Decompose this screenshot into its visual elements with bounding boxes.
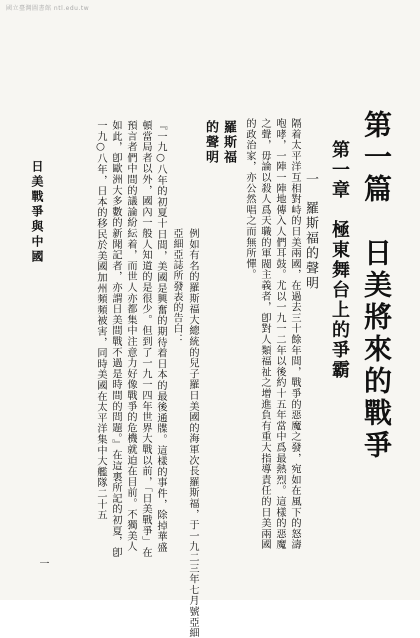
intro-paragraph: 隔着太平洋互相對峙的日美兩國，在過去三十餘年間，戰爭的惡魔之發，宛如在風下的怒濤咆哮，一陣一陣地傳入人們耳鼓。尤以一九一二年以後約十五年當中爲最熱烈。這樣的惡魔之聲，毋論以殺人爲天職的軍閥主義者，卽對人類福祉之增進負有重大指導責任的日美兩國的政治家，亦公然唱之而無所憚。 [244,118,300,550]
section-number: 一 [303,172,318,187]
part-title: 第一篇 日美將來的戰爭 [360,110,393,462]
quote-body: 『一九○八年的初夏十日間，美國是興奮的期待着日本的最後通牒。這樣的事件，除掉華盛頓當局者以外，國內一般人知道的是很少。但到了一九一四年世界大戰以前，「日美戰爭」在預言者們中間的議論紛紜着，而世人亦都集中注意力好像戰爭的危機就迫在目前。不獨美人如此，卽歐洲大多數的新聞記者，亦謂日美間戰不過是時間的問題。』在這裏所記的初夏，卽一九○八年，日本的移民於美國加州頻頻被害，同時美國在太平洋集中大艦隊二十五 [95,120,166,558]
quote-heading-title: 的聲明 [203,120,218,165]
library-watermark: 國立臺灣圖書館 ntl.edu.tw [6,5,90,12]
section-title: 羅斯福的聲明 [303,201,318,291]
section-heading [301,172,320,312]
chapter-title: 第一章 極東舞台上的爭霸 [329,140,350,380]
quote-source-note: 亞細亞誌所發表的告白： [171,228,182,345]
quote-heading-author: 羅斯福 [221,120,236,165]
running-footer-title: 日美戰爭與中國 [30,160,44,265]
page-number: 一 [37,558,48,568]
quote-lead-line: 例如有名的羅斯福大總統的兒子羅日美國的海軍次長羅斯福，于一九二三年七月號亞細 [187,228,198,638]
